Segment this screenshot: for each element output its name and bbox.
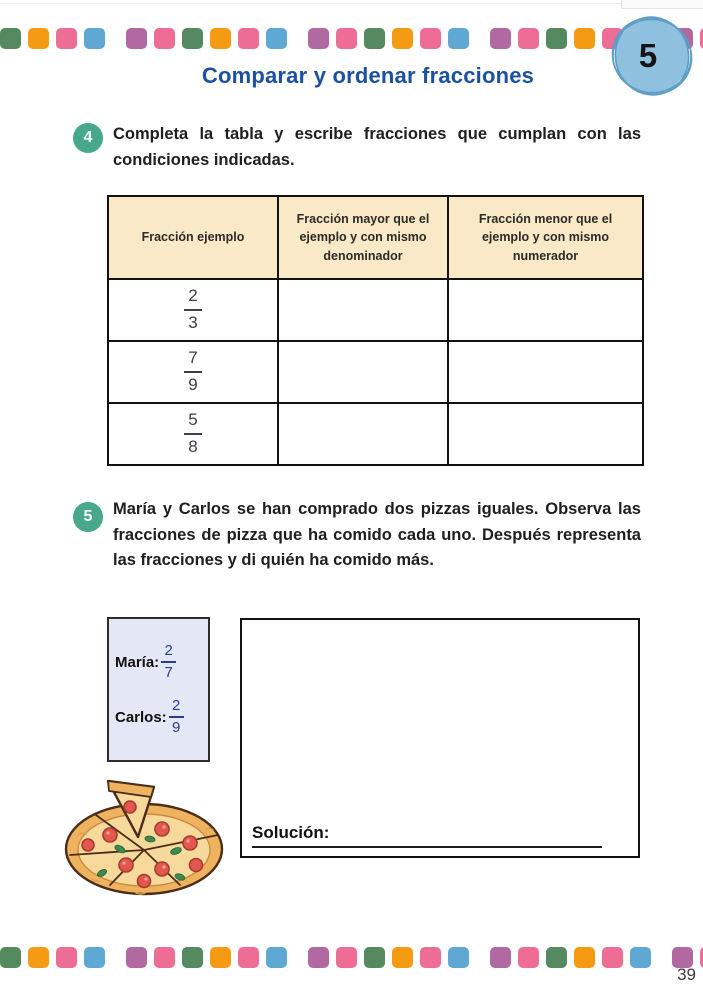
header-greater-same-denominator: Fracción mayor que el ejemplo y con mismo denominador (278, 196, 448, 279)
watercolor-square-pink (420, 28, 441, 49)
watercolor-square-blue (630, 947, 651, 968)
carlos-entry (115, 698, 208, 737)
watercolor-square-green (364, 28, 385, 49)
exercise-5-number-badge (73, 502, 103, 532)
watercolor-square-purple (490, 947, 511, 968)
carlos-label: Carlos: (115, 708, 167, 726)
watercolor-square-orange (28, 947, 49, 968)
answer-cell[interactable] (448, 403, 643, 465)
watercolor-square-green (546, 947, 567, 968)
watercolor-square-pink (602, 947, 623, 968)
numerator: 5 (188, 410, 198, 430)
watercolor-square-blue (266, 28, 287, 49)
watercolor-square-purple (126, 28, 147, 49)
denominator: 7 (164, 664, 173, 681)
watercolor-square-blue (84, 28, 105, 49)
unit-number: 5 (638, 37, 658, 74)
fraction-bar (184, 309, 202, 311)
numerator: 2 (172, 696, 181, 714)
solution-box[interactable] (240, 618, 640, 858)
maria-entry (115, 643, 208, 682)
fraction-bar (184, 371, 202, 373)
fraction-bar (169, 716, 184, 718)
watercolor-square-green (0, 947, 21, 968)
fraction-bar (161, 661, 176, 663)
watercolor-square-pink (518, 947, 539, 968)
answer-cell[interactable] (448, 341, 643, 403)
watercolor-square-pink (420, 947, 441, 968)
watercolor-square-green (182, 947, 203, 968)
numerator: 2 (188, 286, 198, 306)
watercolor-square-pink (56, 28, 77, 49)
page-number: 39 (677, 965, 696, 984)
solution-label: Solución: (252, 823, 330, 842)
watercolor-square-orange (574, 28, 595, 49)
numerator: 7 (188, 348, 198, 368)
watercolor-square-orange (210, 28, 231, 49)
fractions-data-box (107, 617, 210, 762)
table-row (108, 341, 643, 403)
watercolor-square-pink (154, 947, 175, 968)
watercolor-square-purple (308, 28, 329, 49)
watercolor-square-orange (574, 947, 595, 968)
fraction-2-3 (110, 287, 276, 332)
answer-cell[interactable] (278, 279, 448, 341)
fractions-table (107, 195, 644, 466)
page-corner-artifact (621, 0, 703, 9)
fraction-5-8 (110, 411, 276, 456)
numerator: 2 (164, 641, 173, 659)
watercolor-square-pink (336, 947, 357, 968)
denominator: 9 (172, 719, 181, 736)
fraction-bar (184, 433, 202, 435)
exercise-4-number: 4 (83, 129, 93, 146)
watercolor-square-orange (210, 947, 231, 968)
watercolor-square-blue (448, 947, 469, 968)
decorative-border-bottom (0, 947, 703, 969)
watercolor-square-orange (392, 947, 413, 968)
denominator: 8 (188, 437, 198, 456)
watercolor-square-green (0, 28, 21, 49)
table-row (108, 403, 643, 465)
denominator: 3 (188, 313, 198, 332)
watercolor-square-pink (56, 947, 77, 968)
watercolor-square-pink (238, 947, 259, 968)
pizza-icon (58, 773, 226, 901)
carlos-fraction (169, 698, 184, 737)
watercolor-square-blue (84, 947, 105, 968)
watercolor-square-pink (518, 28, 539, 49)
watercolor-square-green (546, 28, 567, 49)
answer-cell[interactable] (278, 403, 448, 465)
table-header-row (108, 196, 643, 279)
maria-label: María: (115, 653, 160, 671)
watercolor-square-green (364, 947, 385, 968)
decorative-border-top (0, 28, 703, 50)
answer-cell[interactable] (448, 279, 643, 341)
exercise-4-instructions: Completa la tabla y escribe fracciones que cumplan con las condiciones indicadas. (113, 125, 641, 169)
watercolor-square-blue (448, 28, 469, 49)
watercolor-square-orange (392, 28, 413, 49)
watercolor-square-purple (490, 28, 511, 49)
page-title: Comparar y ordenar fracciones (201, 63, 535, 88)
maria-fraction (161, 643, 176, 682)
watercolor-square-purple (308, 947, 329, 968)
watercolor-square-blue (266, 947, 287, 968)
header-less-same-numerator: Fracción menor que el ejemplo y con mismo numerador (448, 196, 643, 279)
watercolor-square-purple (126, 947, 147, 968)
example-fraction-cell (108, 279, 278, 341)
answer-cell[interactable] (278, 341, 448, 403)
watercolor-square-orange (28, 28, 49, 49)
example-fraction-cell (108, 341, 278, 403)
table-row (108, 279, 643, 341)
watercolor-square-pink (238, 28, 259, 49)
exercise-5-instructions: María y Carlos se han comprado dos pizzas iguales. Observa las fracciones de pizza que ha comido cada uno. Después representa las fracciones y di quién ha comido más. (113, 500, 641, 569)
unit-number-badge (609, 13, 695, 99)
watercolor-square-pink (336, 28, 357, 49)
exercise-5-number: 5 (83, 508, 93, 525)
watercolor-square-green (182, 28, 203, 49)
fraction-7-9 (110, 349, 276, 394)
exercise-4-number-badge (73, 123, 103, 153)
example-fraction-cell (108, 403, 278, 465)
denominator: 9 (188, 375, 198, 394)
header-fraction-example: Fracción ejemplo (108, 196, 278, 279)
solution-answer-line[interactable] (252, 823, 602, 848)
watercolor-square-pink (154, 28, 175, 49)
page-edge-line (0, 3, 621, 4)
